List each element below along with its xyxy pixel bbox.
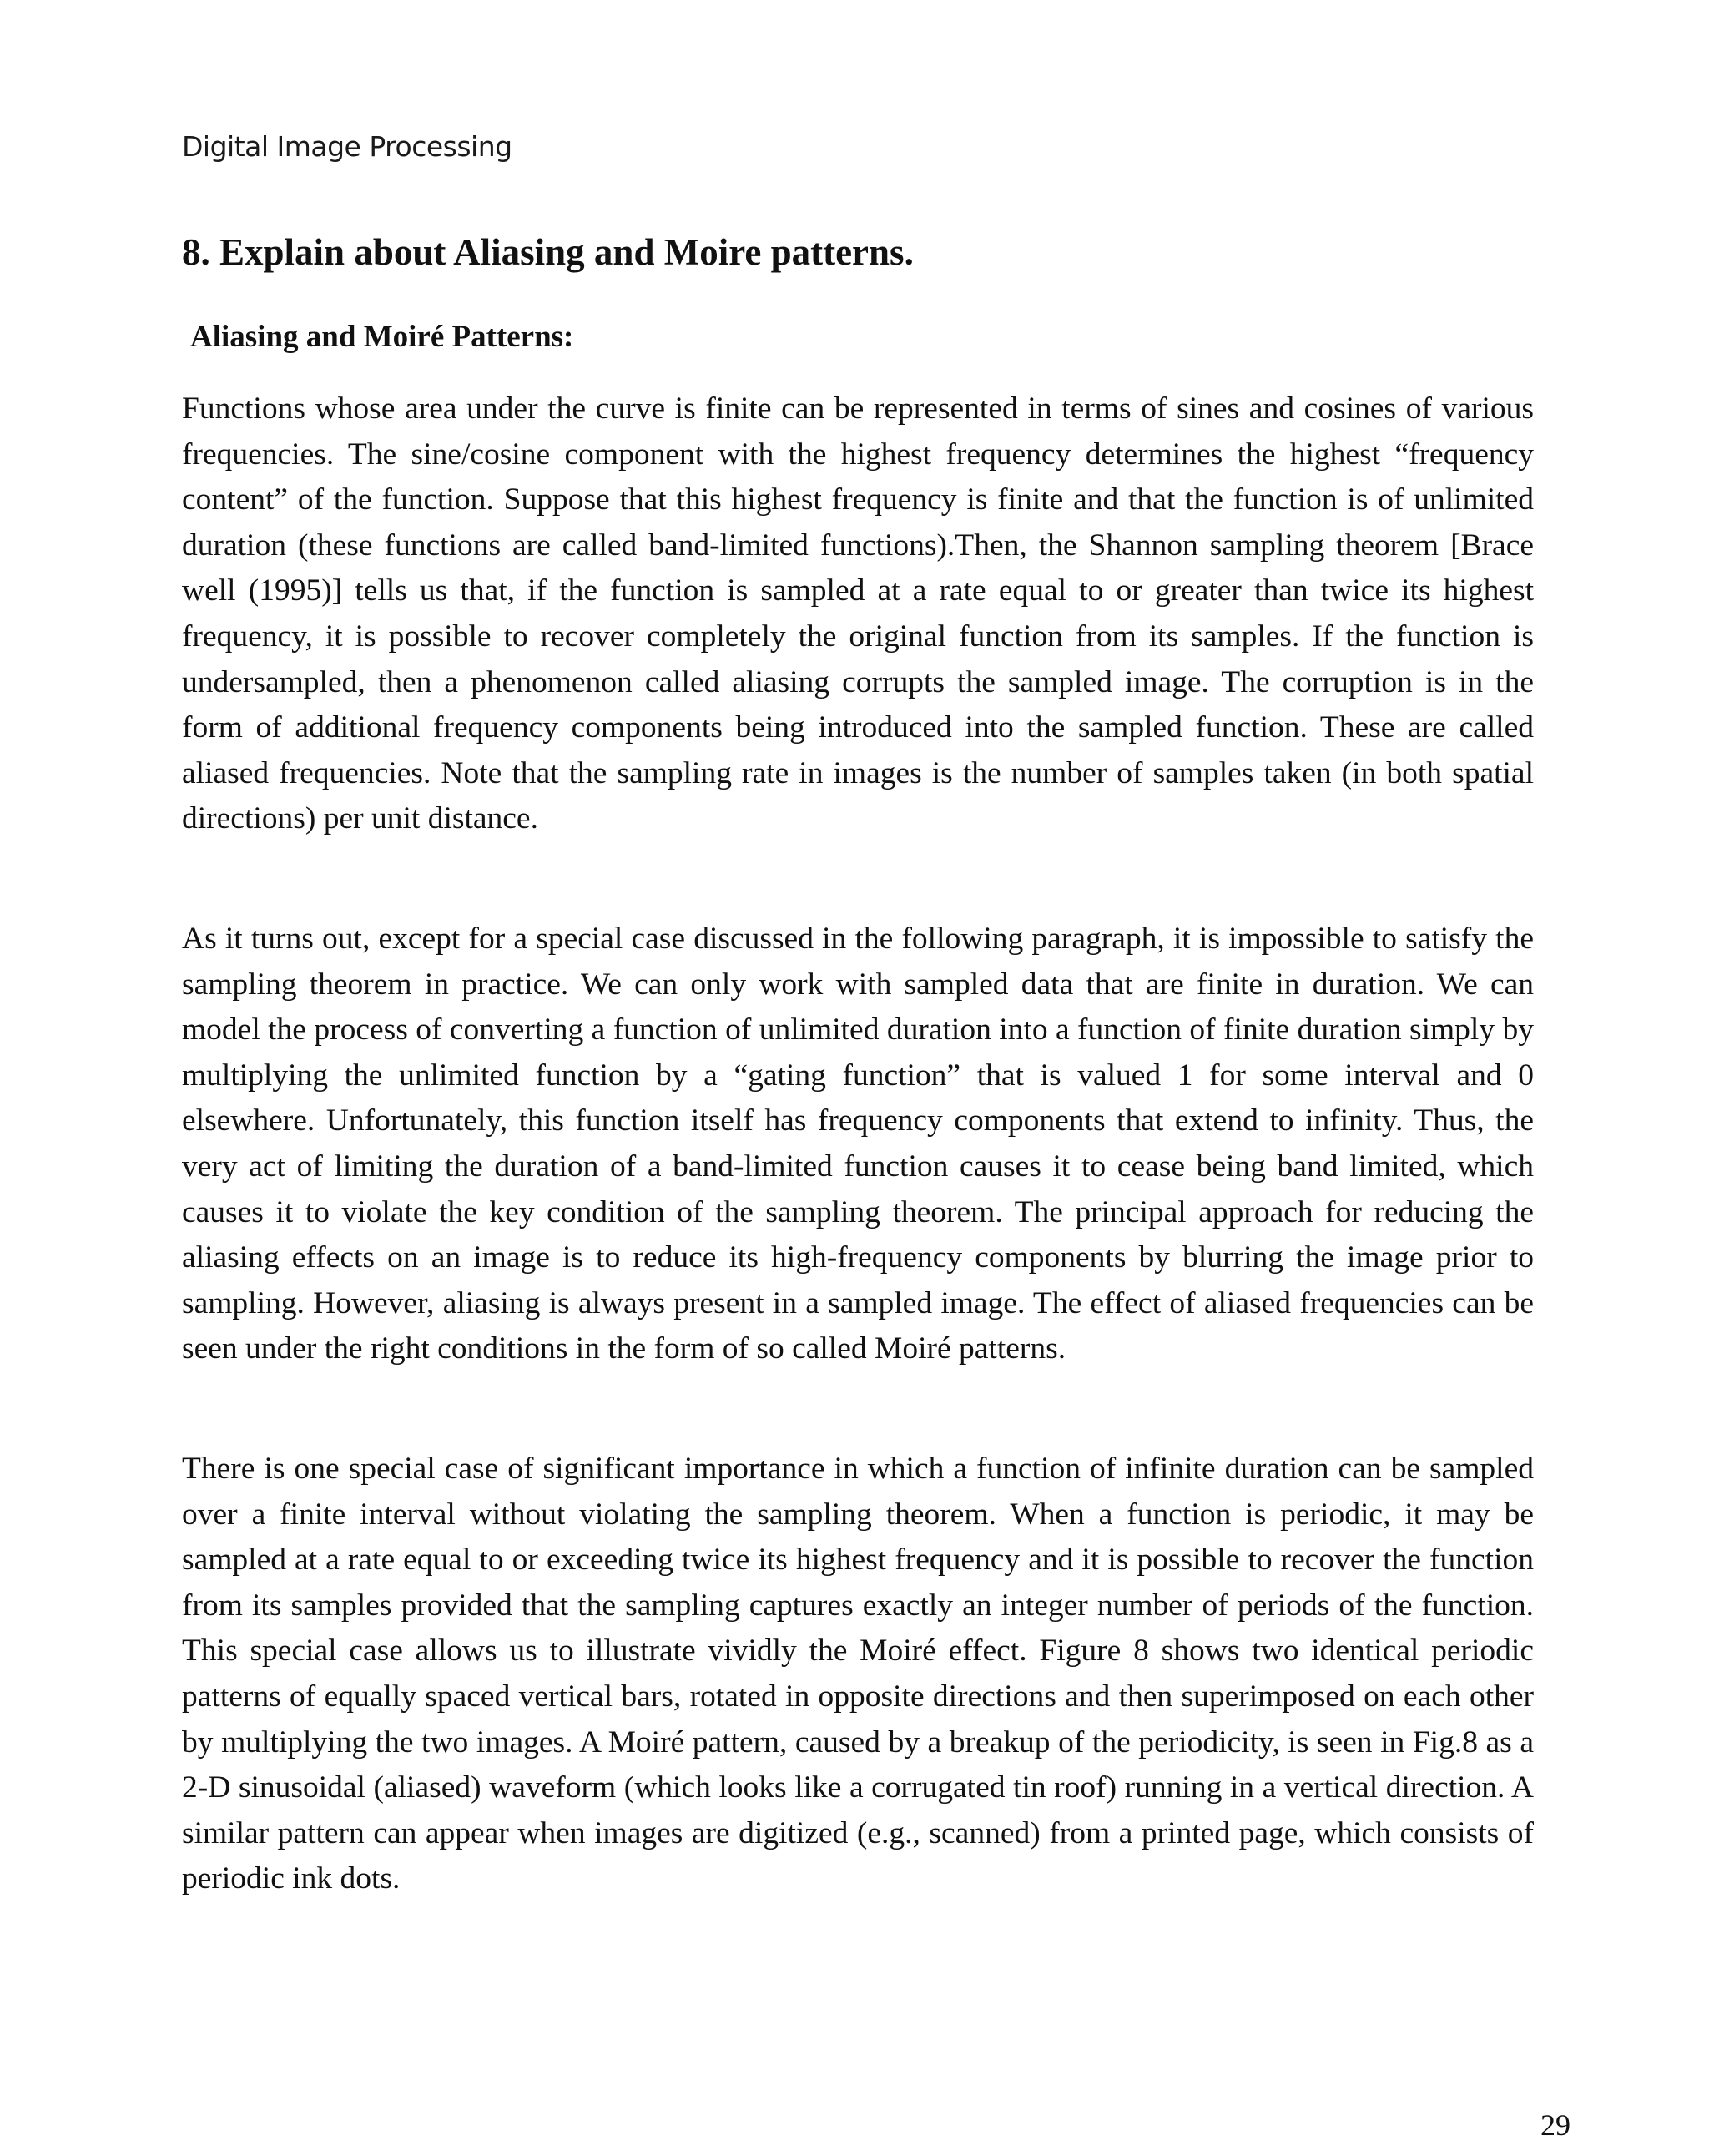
paragraph-moire-effect: There is one special case of significant importance in which a function of infinite duration can be sampled over a finite interval without violating the sampling theorem. When a function is periodic, it may be sampled at a rate equal to or exceeding twice its highest frequency and it is possible to recover the function from its samples provided that the sampling captures exactly an integer number of periods of the function. This special case allows us to illustrate vividly the Moiré effect. Figure 8 shows two identical periodic patterns of equally spaced vertical bars, rotated in opposite directions and then superimposed on each other by multiplying the two images. A Moiré pattern, caused by a breakup of the periodicity, is seen in Fig.8 as a 2-D sinusoidal (aliased) waveform (which looks like a corrugated tin roof) running in a vertical direction. A similar pattern can appear when images are digitized (e.g., scanned) from a printed page, which consists of periodic ink dots.: [182, 1452, 1534, 1896]
question-title: 8. Explain about Aliasing and Moire patterns.: [182, 231, 914, 273]
section-heading: Aliasing and Moiré Patterns:: [190, 320, 574, 354]
paragraph-sampling-theorem: Functions whose area under the curve is finite can be represented in terms of sines and cosines of various frequencies. The sine/cosine component with the highest frequency determines the highest “frequency content” of the function. Suppose that this highest frequency is finite and that the function is of unlimited duration (these functions are called band-limited functions).Then, the Shannon sampling theorem [Brace well (1995)] tells us that, if the function is sampled at a rate equal to or greater than twice its highest frequency, it is possible to recover completely the original function from its samples. If the function is undersampled, then a phenomenon called aliasing corrupts the sampled image. The corruption is in the form of additional frequency components being introduced into the sampled function. These are called aliased frequencies. Note that the sampling rate in images is the number of samples taken (in both spatial directions) per unit distance.: [182, 391, 1534, 836]
page-number: 29: [1540, 2108, 1570, 2142]
running-header: Digital Image Processing: [182, 130, 512, 163]
paragraph-finite-duration: As it turns out, except for a special case discussed in the following paragraph, it is impossible to satisfy the sampling theorem in practice. We can only work with sampled data that are finite in duration. We can model the process of converting a function of unlimited duration into a function of finite duration simply by multiplying the unlimited function by a “gating function” that is valued 1 for some interval and 0 elsewhere. Unfortunately, this function itself has frequency components that extend to infinity. Thus, the very act of limiting the duration of a band-limited function causes it to cease being band limited, which causes it to violate the key condition of the sampling theorem. The principal approach for reducing the aliasing effects on an image is to reduce its high-frequency components by blurring the image prior to sampling. However, aliasing is always present in a sampled image. The effect of aliased frequencies can be seen under the right conditions in the form of so called Moiré patterns.: [182, 921, 1534, 1366]
